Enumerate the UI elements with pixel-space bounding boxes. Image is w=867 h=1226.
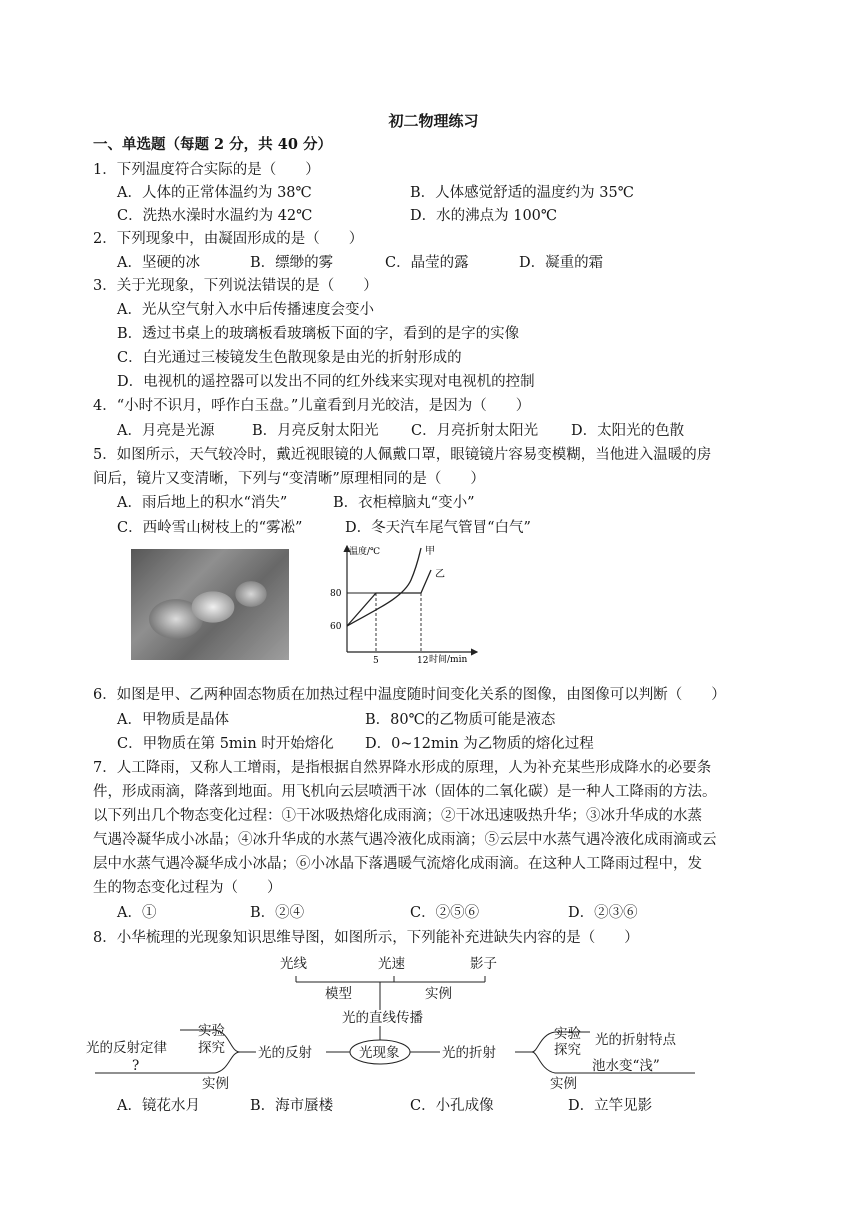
mindmap-example-top: 实例 [425, 986, 452, 1002]
question-2-stem: 2．下列现象中，由凝固形成的是（ ） [93, 231, 364, 247]
curve-yi [347, 570, 431, 626]
question-7-line5: 层中水蒸气遇冷凝华成小冰晶；⑥小冰晶下落遇暖气流熔化成雨滴。在这种人工降雨过程中，发 [93, 856, 702, 872]
x-axis-label: 时间/min [429, 655, 468, 665]
mindmap-example-right: 实例 [550, 1076, 577, 1090]
mindmap-reflect-law: 光的反射定律 [86, 1040, 167, 1056]
mindmap-model: 模型 [325, 986, 352, 1002]
question-3-stem: 3．关于光现象，下列说法错误的是（ ） [93, 278, 378, 294]
question-7-option-b: B．②④ [250, 905, 305, 921]
question-5-option-c: C．西岭雪山树枝上的“雾凇” [117, 520, 303, 536]
mindmap-pool: 池水变“浅” [592, 1058, 660, 1074]
question-4-option-a: A．月亮是光源 [117, 423, 215, 439]
mindmap-top-shadow: 影子 [470, 956, 497, 972]
mindmap-exp-left-1: 实验 [198, 1023, 225, 1039]
question-1-stem: 1．下列温度符合实际的是（ ） [93, 162, 320, 178]
question-2-option-b: B．缥缈的雾 [250, 255, 334, 271]
question-1-option-c: C．洗热水澡时水温约为 42℃ [117, 208, 313, 224]
x-tick-12: 12 [417, 656, 429, 665]
question-7-option-d: D．②③⑥ [568, 905, 638, 921]
question-7-line6: 生的物态变化过程为（ ） [93, 880, 282, 896]
mindmap-top-ray: 光线 [280, 956, 307, 972]
mindmap-top-speed: 光速 [378, 956, 405, 972]
y-tick-60: 60 [330, 622, 342, 632]
question-5-stem-line2: 间后，镜片又变清晰，下列与“变清晰”原理相同的是（ ） [93, 471, 485, 487]
question-5-option-b: B．衣柜樟脑丸“变小” [333, 495, 475, 511]
question-5-option-a: A．雨后地上的积水“消失” [117, 495, 288, 511]
mindmap-unknown: ? [132, 1058, 140, 1074]
question-2-option-d: D．凝重的霜 [519, 255, 604, 271]
question-3-option-d: D．电视机的遥控器可以发出不同的红外线来实现对电视机的控制 [117, 374, 535, 390]
question-6-option-d: D．0~12min 为乙物质的熔化过程 [365, 736, 594, 752]
right-branch-down [532, 1052, 555, 1073]
question-4-option-d: D．太阳光的色散 [571, 423, 685, 439]
question-6-option-c: C．甲物质在第 5min 时开始熔化 [117, 736, 334, 752]
question-8-option-a: A．镜花水月 [117, 1098, 200, 1114]
question-2-option-c: C．晶莹的露 [385, 255, 469, 271]
mindmap-exp-right-2: 探究 [554, 1042, 581, 1058]
question-6-option-a: A．甲物质是晶体 [117, 712, 229, 728]
mindmap-straight: 光的直线传播 [342, 1010, 423, 1026]
question-4-stem: 4．“小时不识月，呼作白玉盘。”儿童看到月光皎洁，是因为（ ） [93, 398, 531, 414]
question-8-option-d: D．立竿见影 [568, 1098, 653, 1114]
mindmap-example-left: 实例 [202, 1076, 229, 1090]
light-mindmap [80, 950, 720, 1090]
question-3-option-b: B．透过书桌上的玻璃板看玻璃板下面的字，看到的是字的实像 [117, 326, 520, 342]
mindmap-exp-left-2: 探究 [198, 1040, 225, 1056]
mindmap-reflect: 光的反射 [258, 1045, 312, 1061]
question-2-option-a: A．坚硬的冰 [117, 255, 200, 271]
glasses-mask-photo [131, 549, 289, 660]
question-7-line4: 气遇冷凝华成小冰晶；④冰升华成的水蒸气遇冷液化成雨滴；⑤云层中水蒸气遇冷液化成雨滴或云 [93, 832, 717, 848]
mindmap-refract-feature: 光的折射特点 [595, 1032, 676, 1048]
question-7-option-a: A．① [117, 905, 157, 921]
mindmap-refract: 光的折射 [442, 1045, 496, 1061]
mindmap-center: 光现象 [359, 1045, 400, 1061]
question-7-line2: 件，形成雨滴，降落到地面。用飞机向云层喷洒干冰（固体的二氧化碳）是一种人工降雨的方法。 [93, 784, 717, 800]
x-tick-5: 5 [373, 656, 379, 665]
question-7-option-c: C．②⑤⑥ [410, 905, 480, 921]
question-8-stem: 8．小华梳理的光现象知识思维导图，如图所示，下列能补充进缺失内容的是（ ） [93, 930, 639, 946]
question-8-option-b: B．海市蜃楼 [250, 1098, 334, 1114]
label-jia: 甲 [425, 546, 435, 557]
question-1-option-d: D．水的沸点为 100℃ [410, 208, 558, 224]
question-4-option-b: B．月亮反射太阳光 [252, 423, 379, 439]
question-1-option-b: B．人体感觉舒适的温度约为 35℃ [410, 185, 634, 201]
question-6-stem: 6．如图是甲、乙两种固态物质在加热过程中温度随时间变化关系的图像，由图像可以判断（ ） [93, 687, 726, 703]
mindmap-exp-right-1: 实验 [554, 1026, 581, 1042]
section-heading: 一、单选题（每题 2 分，共 40 分） [93, 136, 332, 153]
question-4-option-c: C．月亮折射太阳光 [411, 423, 539, 439]
question-3-option-c: C．白光通过三棱镜发生色散现象是由光的折射形成的 [117, 350, 462, 366]
y-tick-80: 80 [330, 589, 342, 599]
label-yi: 乙 [435, 569, 445, 580]
y-axis-label: 温度/℃ [349, 547, 381, 557]
question-3-option-a: A．光从空气射入水中后传播速度会变小 [117, 302, 374, 318]
question-5-stem-line1: 5．如图所示，天气较冷时，戴近视眼镜的人佩戴口罩，眼镜镜片容易变模糊，当他进入温暖的房 [93, 447, 712, 463]
question-7-line3: 以下列出几个物态变化过程：①干冰吸热熔化成雨滴；②干冰迅速吸热升华；③冰升华成的水蒸 [93, 808, 702, 824]
question-8-option-c: C．小孔成像 [410, 1098, 494, 1114]
question-6-option-b: B．80℃的乙物质可能是液态 [365, 712, 556, 728]
question-5-option-d: D．冬天汽车尾气管冒“白气” [345, 520, 531, 536]
question-7-line1: 7．人工降雨，又称人工增雨，是指根据自然界降水形成的原理，人为补充某些形成降水的必要条 [93, 760, 712, 776]
right-branch-up [532, 1032, 555, 1052]
temperature-time-graph [325, 540, 485, 665]
question-1-option-a: A．人体的正常体温约为 38℃ [117, 185, 312, 201]
page-title: 初二物理练习 [388, 112, 479, 130]
